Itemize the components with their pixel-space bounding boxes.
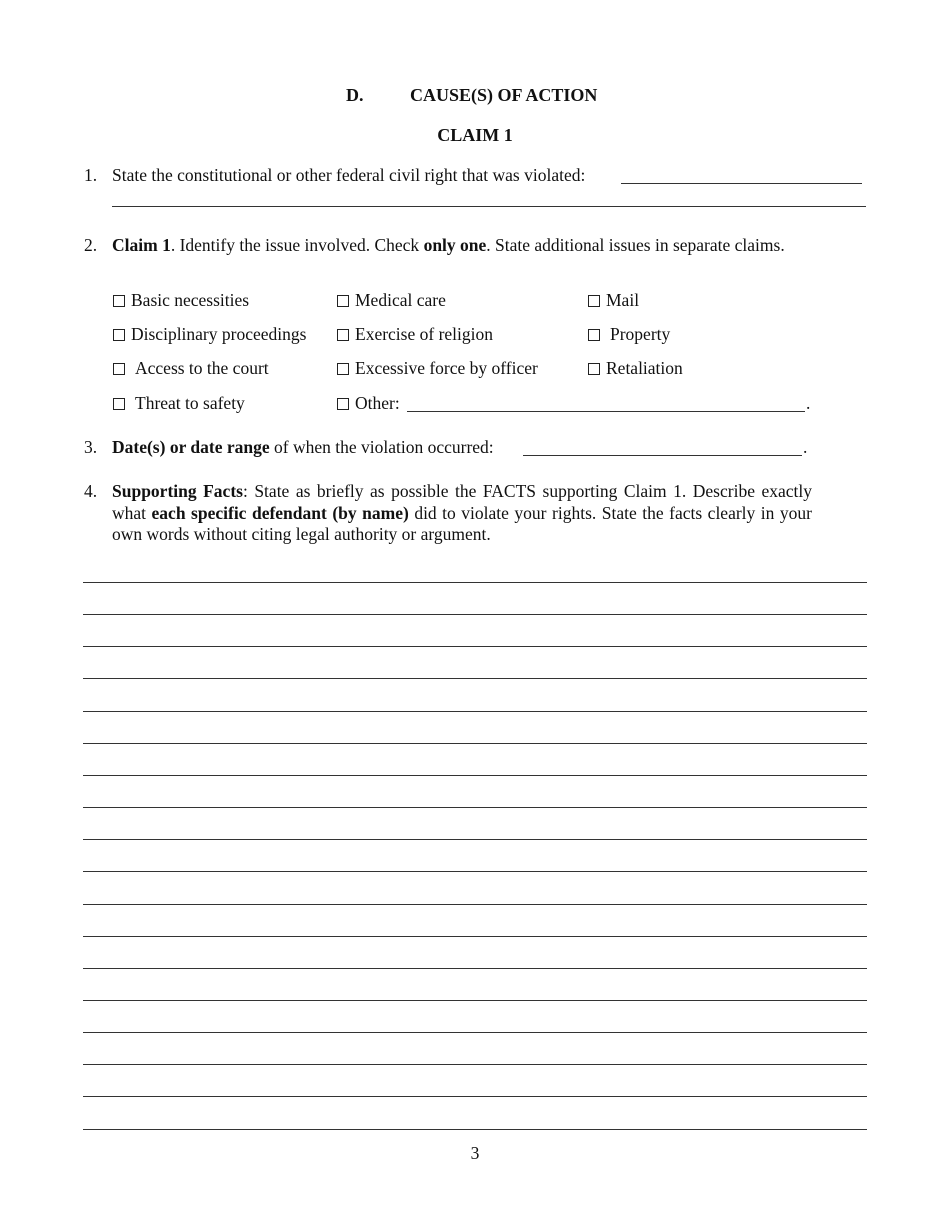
claim-title: CLAIM 1 [437, 125, 513, 145]
q3-lead: Date(s) or date range [112, 437, 270, 457]
option-label: Mail [606, 290, 640, 310]
checkbox-property[interactable] [588, 329, 600, 341]
facts-writing-line[interactable] [83, 1000, 867, 1001]
option-disciplinary-proceedings[interactable] [113, 324, 306, 345]
facts-writing-line[interactable] [83, 646, 867, 647]
other-answer-line[interactable] [407, 411, 805, 412]
q4-number: 4. [84, 481, 98, 501]
facts-writing-line[interactable] [83, 1096, 867, 1097]
facts-writing-line[interactable] [83, 1032, 867, 1033]
facts-writing-line[interactable] [83, 807, 867, 808]
q1-answer-line-1[interactable] [621, 183, 862, 184]
q4-emph: each specific defendant (by name) [151, 502, 409, 523]
q3-end-period: . [803, 437, 808, 457]
section-letter: D. [346, 85, 364, 105]
q4-text [112, 481, 812, 546]
facts-writing-line[interactable] [83, 582, 867, 583]
q3-text-rest: of when the violation occurred: [269, 437, 494, 457]
facts-writing-line[interactable] [83, 904, 867, 905]
q4-text-b: did to violate your rights. State the facts clearly in your own words without citing legal authority or argument. [112, 502, 812, 544]
facts-writing-line[interactable] [83, 775, 867, 776]
q2-text-a: . Identify the issue involved. Check [170, 235, 424, 255]
facts-writing-line[interactable] [83, 743, 867, 744]
option-retaliation[interactable] [588, 358, 683, 379]
facts-writing-line[interactable] [83, 968, 867, 969]
q4-text-a: : State as briefly as possible the FACTS supporting Claim 1. Describe exactly what [112, 481, 812, 523]
option-label: Retaliation [606, 358, 683, 378]
option-exercise-of-religion[interactable] [337, 324, 493, 345]
q2-emph: only one [423, 235, 487, 255]
option-label: Threat to safety [135, 393, 245, 413]
option-label: Other: [355, 393, 400, 413]
checkbox-medical-care[interactable] [337, 295, 349, 307]
q2-lead: Claim 1 [112, 235, 171, 255]
checkbox-basic-necessities[interactable] [113, 295, 125, 307]
checkbox-disciplinary-proceedings[interactable] [113, 329, 125, 341]
q1-text: State the constitutional or other federal civil right that was violated: [112, 165, 586, 185]
q2-number: 2. [84, 235, 98, 255]
option-label: Disciplinary proceedings [131, 324, 307, 344]
facts-writing-line[interactable] [83, 1129, 867, 1130]
facts-writing-line[interactable] [83, 614, 867, 615]
q4-lead: Supporting Facts [112, 481, 243, 501]
option-excessive-force[interactable] [337, 358, 538, 379]
option-label: Exercise of religion [355, 324, 494, 344]
option-label: Access to the court [135, 358, 269, 378]
option-label: Property [610, 324, 671, 344]
facts-writing-line[interactable] [83, 711, 867, 712]
facts-writing-line[interactable] [83, 839, 867, 840]
q1-answer-line-2[interactable] [112, 206, 866, 207]
date-answer-line[interactable] [523, 455, 802, 456]
q2-text [112, 235, 812, 257]
section-title: CAUSE(S) OF ACTION [410, 85, 598, 105]
checkbox-mail[interactable] [588, 295, 600, 307]
checkbox-threat-to-safety[interactable] [113, 398, 125, 410]
checkbox-other[interactable] [337, 398, 349, 410]
q2-text-b: . State additional issues in separate claims. [486, 235, 785, 255]
facts-writing-line[interactable] [83, 1064, 867, 1065]
checkbox-exercise-of-religion[interactable] [337, 329, 349, 341]
option-access-to-the-court[interactable] [113, 358, 269, 379]
option-label: Medical care [355, 290, 446, 310]
checkbox-excessive-force[interactable] [337, 363, 349, 375]
checkbox-retaliation[interactable] [588, 363, 600, 375]
option-other[interactable] [337, 393, 400, 414]
facts-writing-line[interactable] [83, 936, 867, 937]
facts-writing-line[interactable] [83, 871, 867, 872]
option-threat-to-safety[interactable] [113, 393, 245, 414]
option-medical-care[interactable] [337, 290, 446, 311]
facts-writing-line[interactable] [83, 678, 867, 679]
q1-number: 1. [84, 165, 98, 185]
other-end-period: . [806, 393, 811, 413]
option-label: Excessive force by officer [355, 358, 538, 378]
option-mail[interactable] [588, 290, 639, 311]
q3-text [112, 437, 494, 458]
option-label: Basic necessities [131, 290, 250, 310]
q3-number: 3. [84, 437, 98, 457]
option-property[interactable] [588, 324, 670, 345]
checkbox-access-to-the-court[interactable] [113, 363, 125, 375]
option-basic-necessities[interactable] [113, 290, 249, 311]
page-number: 3 [470, 1143, 480, 1163]
